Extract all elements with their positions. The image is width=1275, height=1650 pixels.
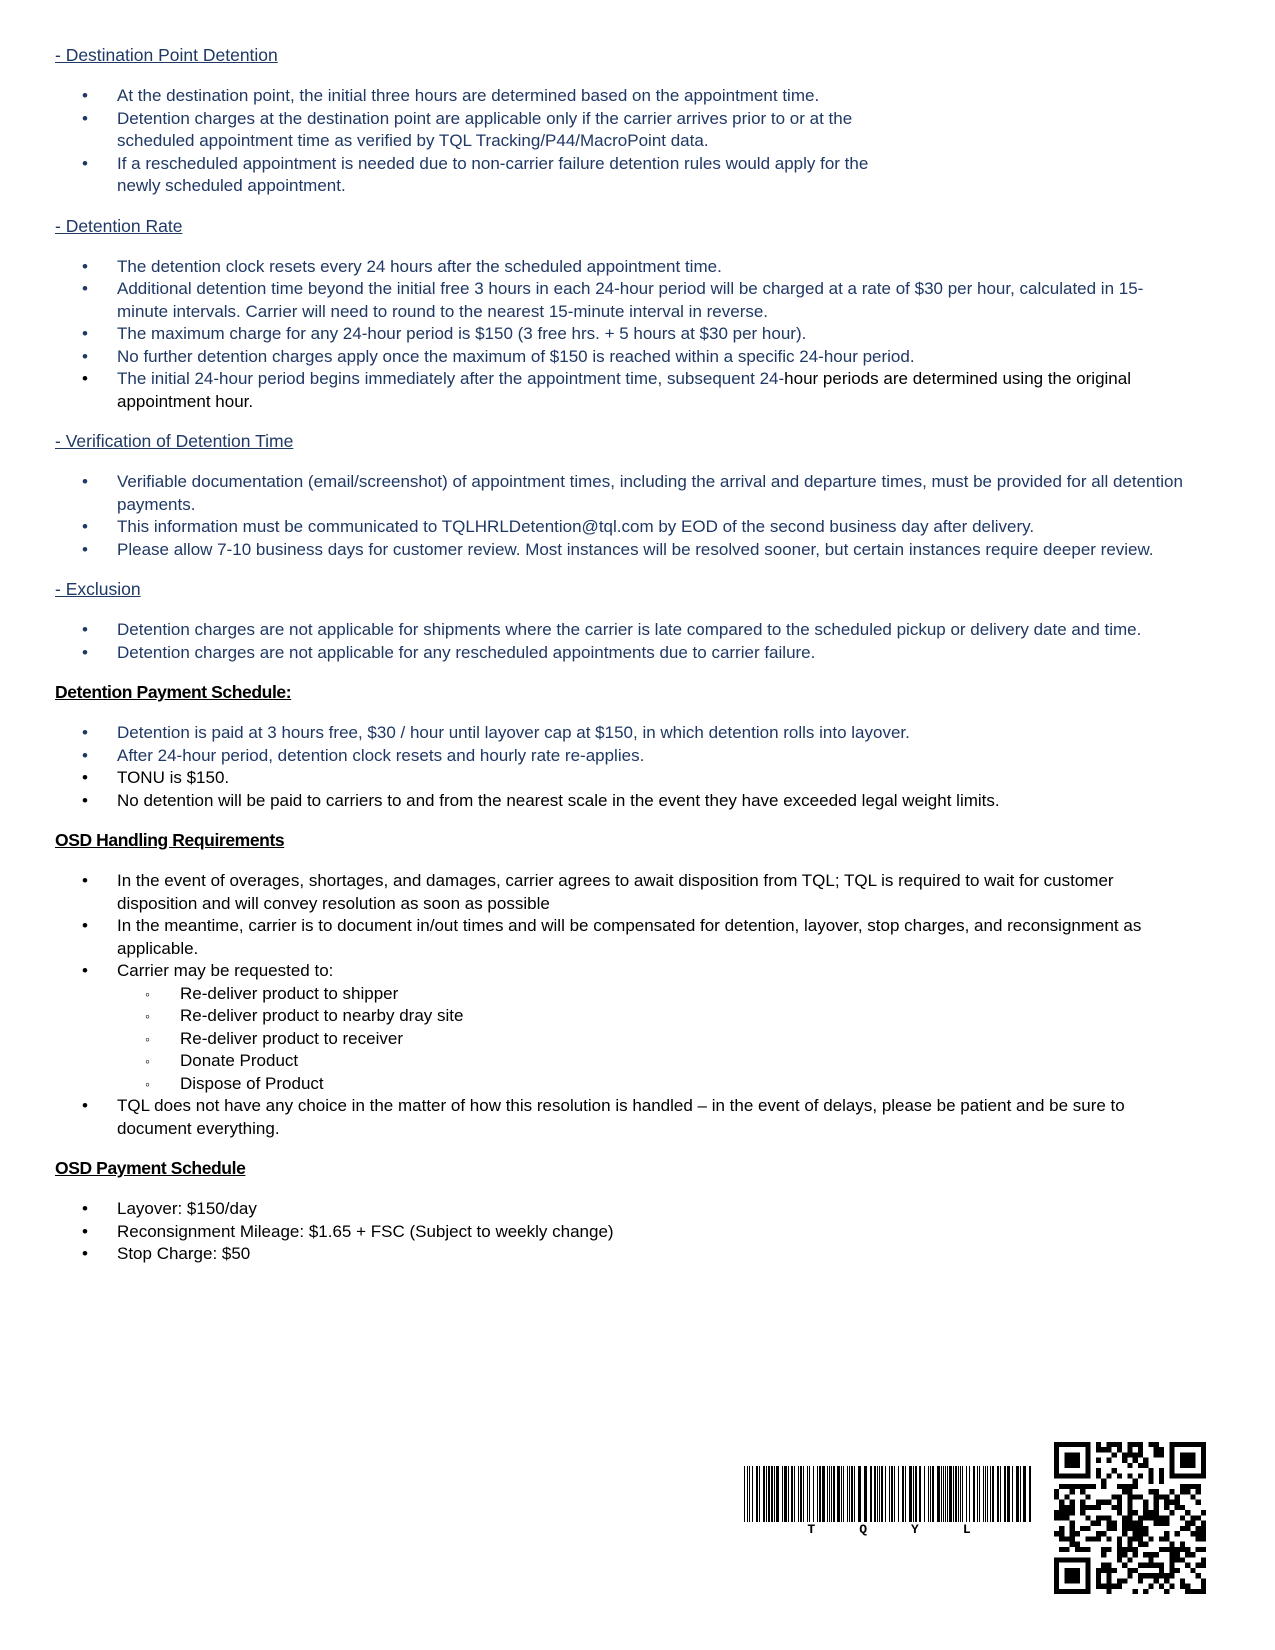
bullet-list bbox=[55, 722, 1185, 812]
list-item-text: No further detention charges apply once the maximum of $150 is reached within a specific 24-hour period. bbox=[117, 346, 915, 366]
list-item bbox=[55, 790, 1185, 813]
list-item-text: The maximum charge for any 24-hour period is $150 (3 free hrs. + 5 hours at $30 per hour). bbox=[117, 324, 807, 343]
list-item bbox=[55, 722, 1185, 745]
sub-list-item: ◦ Donate Product bbox=[55, 1050, 1185, 1073]
list-item bbox=[55, 108, 877, 153]
list-item bbox=[55, 870, 1185, 915]
barcode-char: T bbox=[807, 1522, 816, 1537]
list-item-text-black: hour periods are determined using the original appointment hour. bbox=[117, 369, 1131, 411]
sub-list-item: ◦ Re-deliver product to receiver bbox=[55, 1028, 1185, 1051]
sub-list-item: ◦ Dispose of Product bbox=[55, 1073, 1185, 1096]
barcode-char: Y bbox=[911, 1522, 919, 1537]
barcode-icon bbox=[744, 1466, 1034, 1522]
list-item bbox=[55, 1095, 1185, 1140]
document-page bbox=[55, 44, 1185, 1283]
list-item bbox=[55, 915, 1185, 960]
barcode-char: Q bbox=[859, 1522, 867, 1537]
bullet-list bbox=[55, 471, 1185, 561]
list-item-text: TONU is $150. bbox=[117, 768, 230, 787]
list-item bbox=[55, 1221, 1185, 1244]
list-item bbox=[55, 516, 1185, 539]
list-item bbox=[55, 256, 1185, 279]
sub-list bbox=[117, 983, 1185, 1096]
section-heading: Detention Payment Schedule: bbox=[55, 682, 292, 702]
list-item-text: This information must be communicated to TQLHRLDetention@tql.com by EOD of the second business day after delivery. bbox=[117, 517, 1035, 536]
list-item-text: The detention clock resets every 24 hours after the scheduled appointment time. bbox=[117, 256, 722, 276]
list-item-text: In the meantime, carrier is to document in/out times and will be compensated for detention, layover, stop charges, and reconsignment as applicable. bbox=[117, 916, 1142, 958]
list-item-text: Detention charges are not applicable for shipments where the carrier is late compared to the scheduled pickup or delivery date and time. bbox=[117, 620, 1142, 639]
list-item-text: In the event of overages, shortages, and damages, carrier agrees to await disposition from TQL; TQL is required to wait for customer disposition and will convey resolution as soon as possible bbox=[117, 871, 1114, 913]
list-item bbox=[55, 368, 1185, 413]
section-heading: - Detention Rate bbox=[55, 215, 183, 236]
list-item bbox=[55, 539, 1185, 562]
bullet-list bbox=[55, 870, 1185, 1140]
qr-code-icon bbox=[1054, 1442, 1206, 1594]
barcode bbox=[744, 1466, 1034, 1536]
list-item bbox=[55, 745, 1185, 768]
list-item-text: Reconsignment Mileage: $1.65 + FSC (Subject to weekly change) bbox=[117, 1221, 614, 1241]
list-item-text: After 24-hour period, detention clock resets and hourly rate re-applies. bbox=[117, 745, 645, 765]
list-item-text: Additional detention time beyond the initial free 3 hours in each 24-hour period will be charged at a rate of $30 per hour, calculated in 15-minute intervals. Carrier will need to round to the nearest 15-minute interval in reverse. bbox=[117, 279, 1144, 321]
list-item bbox=[55, 153, 877, 198]
barcode-char: L bbox=[962, 1522, 971, 1537]
bullet-list bbox=[55, 256, 1185, 414]
barcode-label bbox=[744, 1522, 1034, 1537]
section-heading: - Destination Point Detention bbox=[55, 45, 278, 65]
list-item bbox=[55, 767, 1185, 790]
list-item bbox=[55, 619, 1185, 642]
bullet-list bbox=[55, 85, 1185, 198]
list-item-text: At the destination point, the initial three hours are determined based on the appointment time. bbox=[117, 86, 820, 105]
sub-list-item: ◦ Re-deliver product to shipper bbox=[55, 983, 1185, 1006]
list-item-text: Detention is paid at 3 hours free, $30 / hour until layover cap at $150, in which detention rolls into layover. bbox=[117, 723, 910, 742]
list-item-text: Detention charges at the destination point are applicable only if the carrier arrives prior to or at the scheduled appointment time as verified by TQL Tracking/P44/MacroPoint data. bbox=[117, 108, 853, 150]
list-item-text: Layover: $150/day bbox=[117, 1199, 257, 1218]
list-item bbox=[55, 85, 877, 108]
section-heading: - Verification of Detention Time bbox=[55, 431, 294, 451]
section-heading: OSD Handling Requirements bbox=[55, 830, 285, 850]
list-item-text: Please allow 7-10 business days for customer review. Most instances will be resolved sooner, but certain instances require deeper review. bbox=[117, 539, 1154, 559]
list-item-text-blue: The initial 24-hour period begins immediately after the appointment time, subsequent 24- bbox=[117, 369, 785, 388]
bullet-list bbox=[55, 1198, 1185, 1266]
list-item bbox=[55, 346, 1185, 369]
list-item-text: No detention will be paid to carriers to and from the nearest scale in the event they have exceeded legal weight limits. bbox=[117, 790, 1000, 810]
section-heading: - Exclusion bbox=[55, 579, 141, 599]
bullet-list bbox=[55, 619, 1185, 664]
list-item bbox=[55, 323, 1185, 346]
list-item bbox=[55, 642, 1185, 665]
list-item bbox=[55, 1198, 1185, 1221]
list-item-text: TQL does not have any choice in the matter of how this resolution is handled – in the event of delays, please be patient and be sure to document everything. bbox=[117, 1096, 1125, 1138]
sub-list-item: ◦ Re-deliver product to nearby dray site bbox=[55, 1005, 1185, 1028]
list-item-text: If a rescheduled appointment is needed due to non-carrier failure detention rules would apply for the newly scheduled appointment. bbox=[117, 153, 869, 195]
list-item bbox=[55, 278, 1185, 323]
list-item bbox=[55, 471, 1185, 516]
list-item bbox=[55, 960, 1185, 1095]
list-item-text: Stop Charge: $50 bbox=[117, 1244, 251, 1263]
list-item-text: Verifiable documentation (email/screenshot) of appointment times, including the arrival and departure times, must be provided for all detention payments. bbox=[117, 472, 1183, 514]
list-item-text: Detention charges are not applicable for any rescheduled appointments due to carrier failure. bbox=[117, 642, 816, 662]
list-item-text: Carrier may be requested to: bbox=[117, 961, 334, 980]
list-item bbox=[55, 1243, 1185, 1266]
section-heading: OSD Payment Schedule bbox=[55, 1158, 246, 1178]
